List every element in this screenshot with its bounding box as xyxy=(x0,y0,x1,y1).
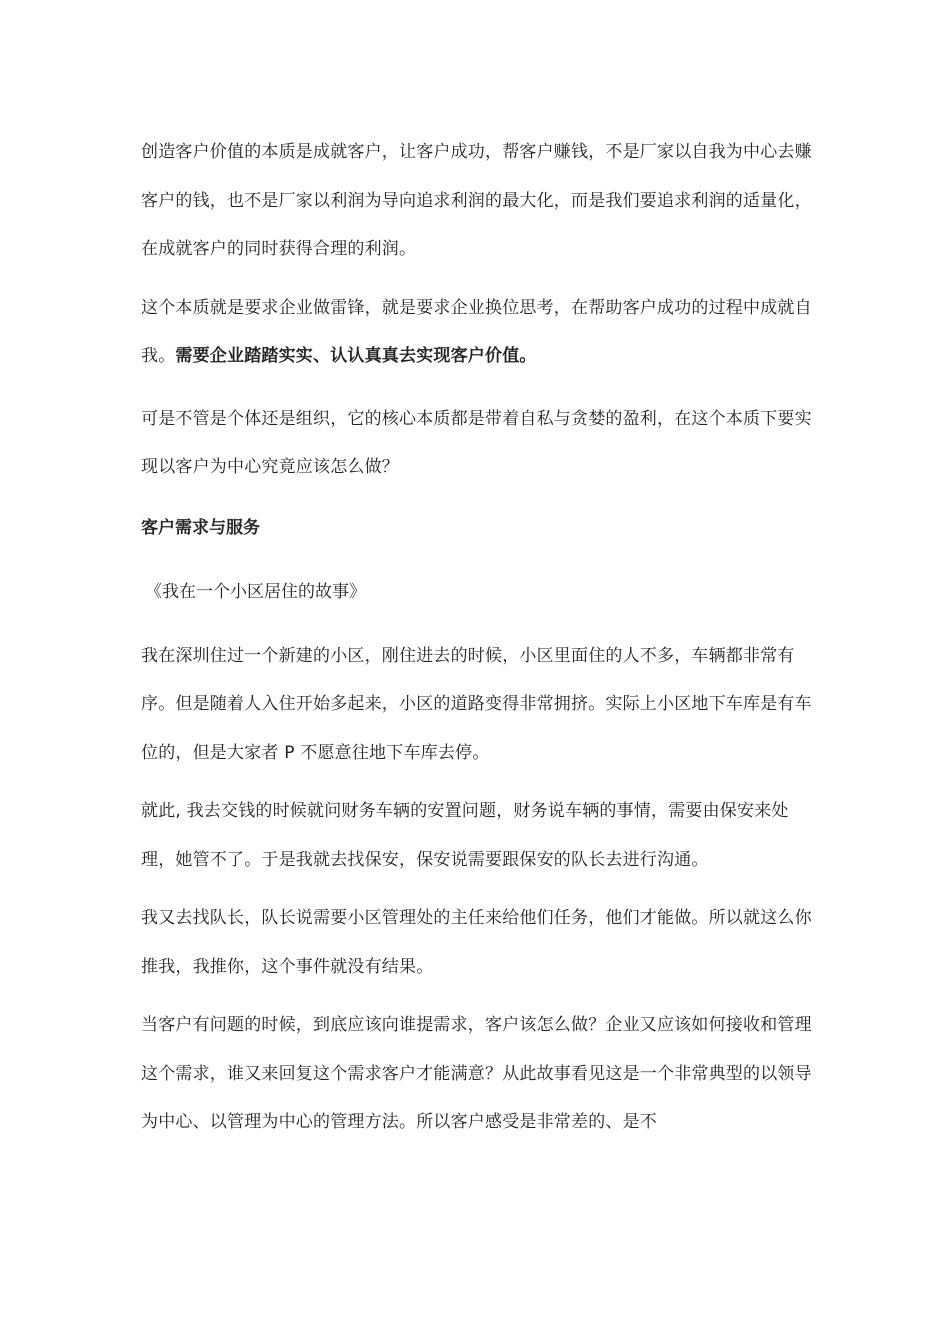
section-heading: 客户需求与服务 xyxy=(141,517,260,538)
story-paragraph: 我在深圳住过一个新建的小区，刚住进去的时候，小区里面住的人不多，车辆都非常有序。但是随着人入住开始多起来，小区的道路变得非常拥挤。实际上小区地下车库是有车位的，但是大家者 P 不愿意往地下车库去停。 xyxy=(141,645,812,763)
paragraph-lei-feng xyxy=(141,284,813,381)
paragraph-customer-value: 创造客户价值的本质是成就客户，让客户成功，帮客户赚钱，不是厂家以自我为中心去赚客户的钱，也不是厂家以利润为导向追求利润的最大化，而是我们要追求利润的适量化，在成就客户的同时获得合理的利润。 xyxy=(141,142,812,259)
story-paragraph: 就此, 我去交钱的时候就问财务车辆的安置问题，财务说车辆的事情，需要由保安来处理，她管不了。于是我就去找保安，保安说需要跟保安的队长去进行沟通。 xyxy=(141,801,789,870)
paragraph-question: 可是不管是个体还是组织，它的核心本质都是带着自私与贪婪的盈利，在这个本质下要实现以客户为中心究竟应该怎么做？ xyxy=(141,408,812,477)
story-paragraph: 我又去找队长，队长说需要小区管理处的主任来给他们任务，他们才能做。所以就这么你推我，我推你，这个事件就没有结果。 xyxy=(141,908,812,977)
story-paragraph: 当客户有问题的时候，到底应该向谁提需求，客户该怎么做？企业又应该如何接收和管理这个需求，谁又来回复这个需求客户才能满意？从此故事看见这是一个非常典型的以领导为中心、以管理为中心的管理方法。所以客户感受是非常差的、是不 xyxy=(141,1015,812,1132)
paragraph-bold-emphasis: 需要企业踏踏实实、认认真真去实现客户价值。 xyxy=(175,346,537,366)
story-title: 《我在一个小区居住的故事》 xyxy=(145,581,366,602)
document-body xyxy=(141,128,813,1157)
paragraph-text: 这个本质就是要求企业做雷锋，就是要求企业换位思考，在帮助客户成功的过程中成就自我。 xyxy=(141,297,812,366)
